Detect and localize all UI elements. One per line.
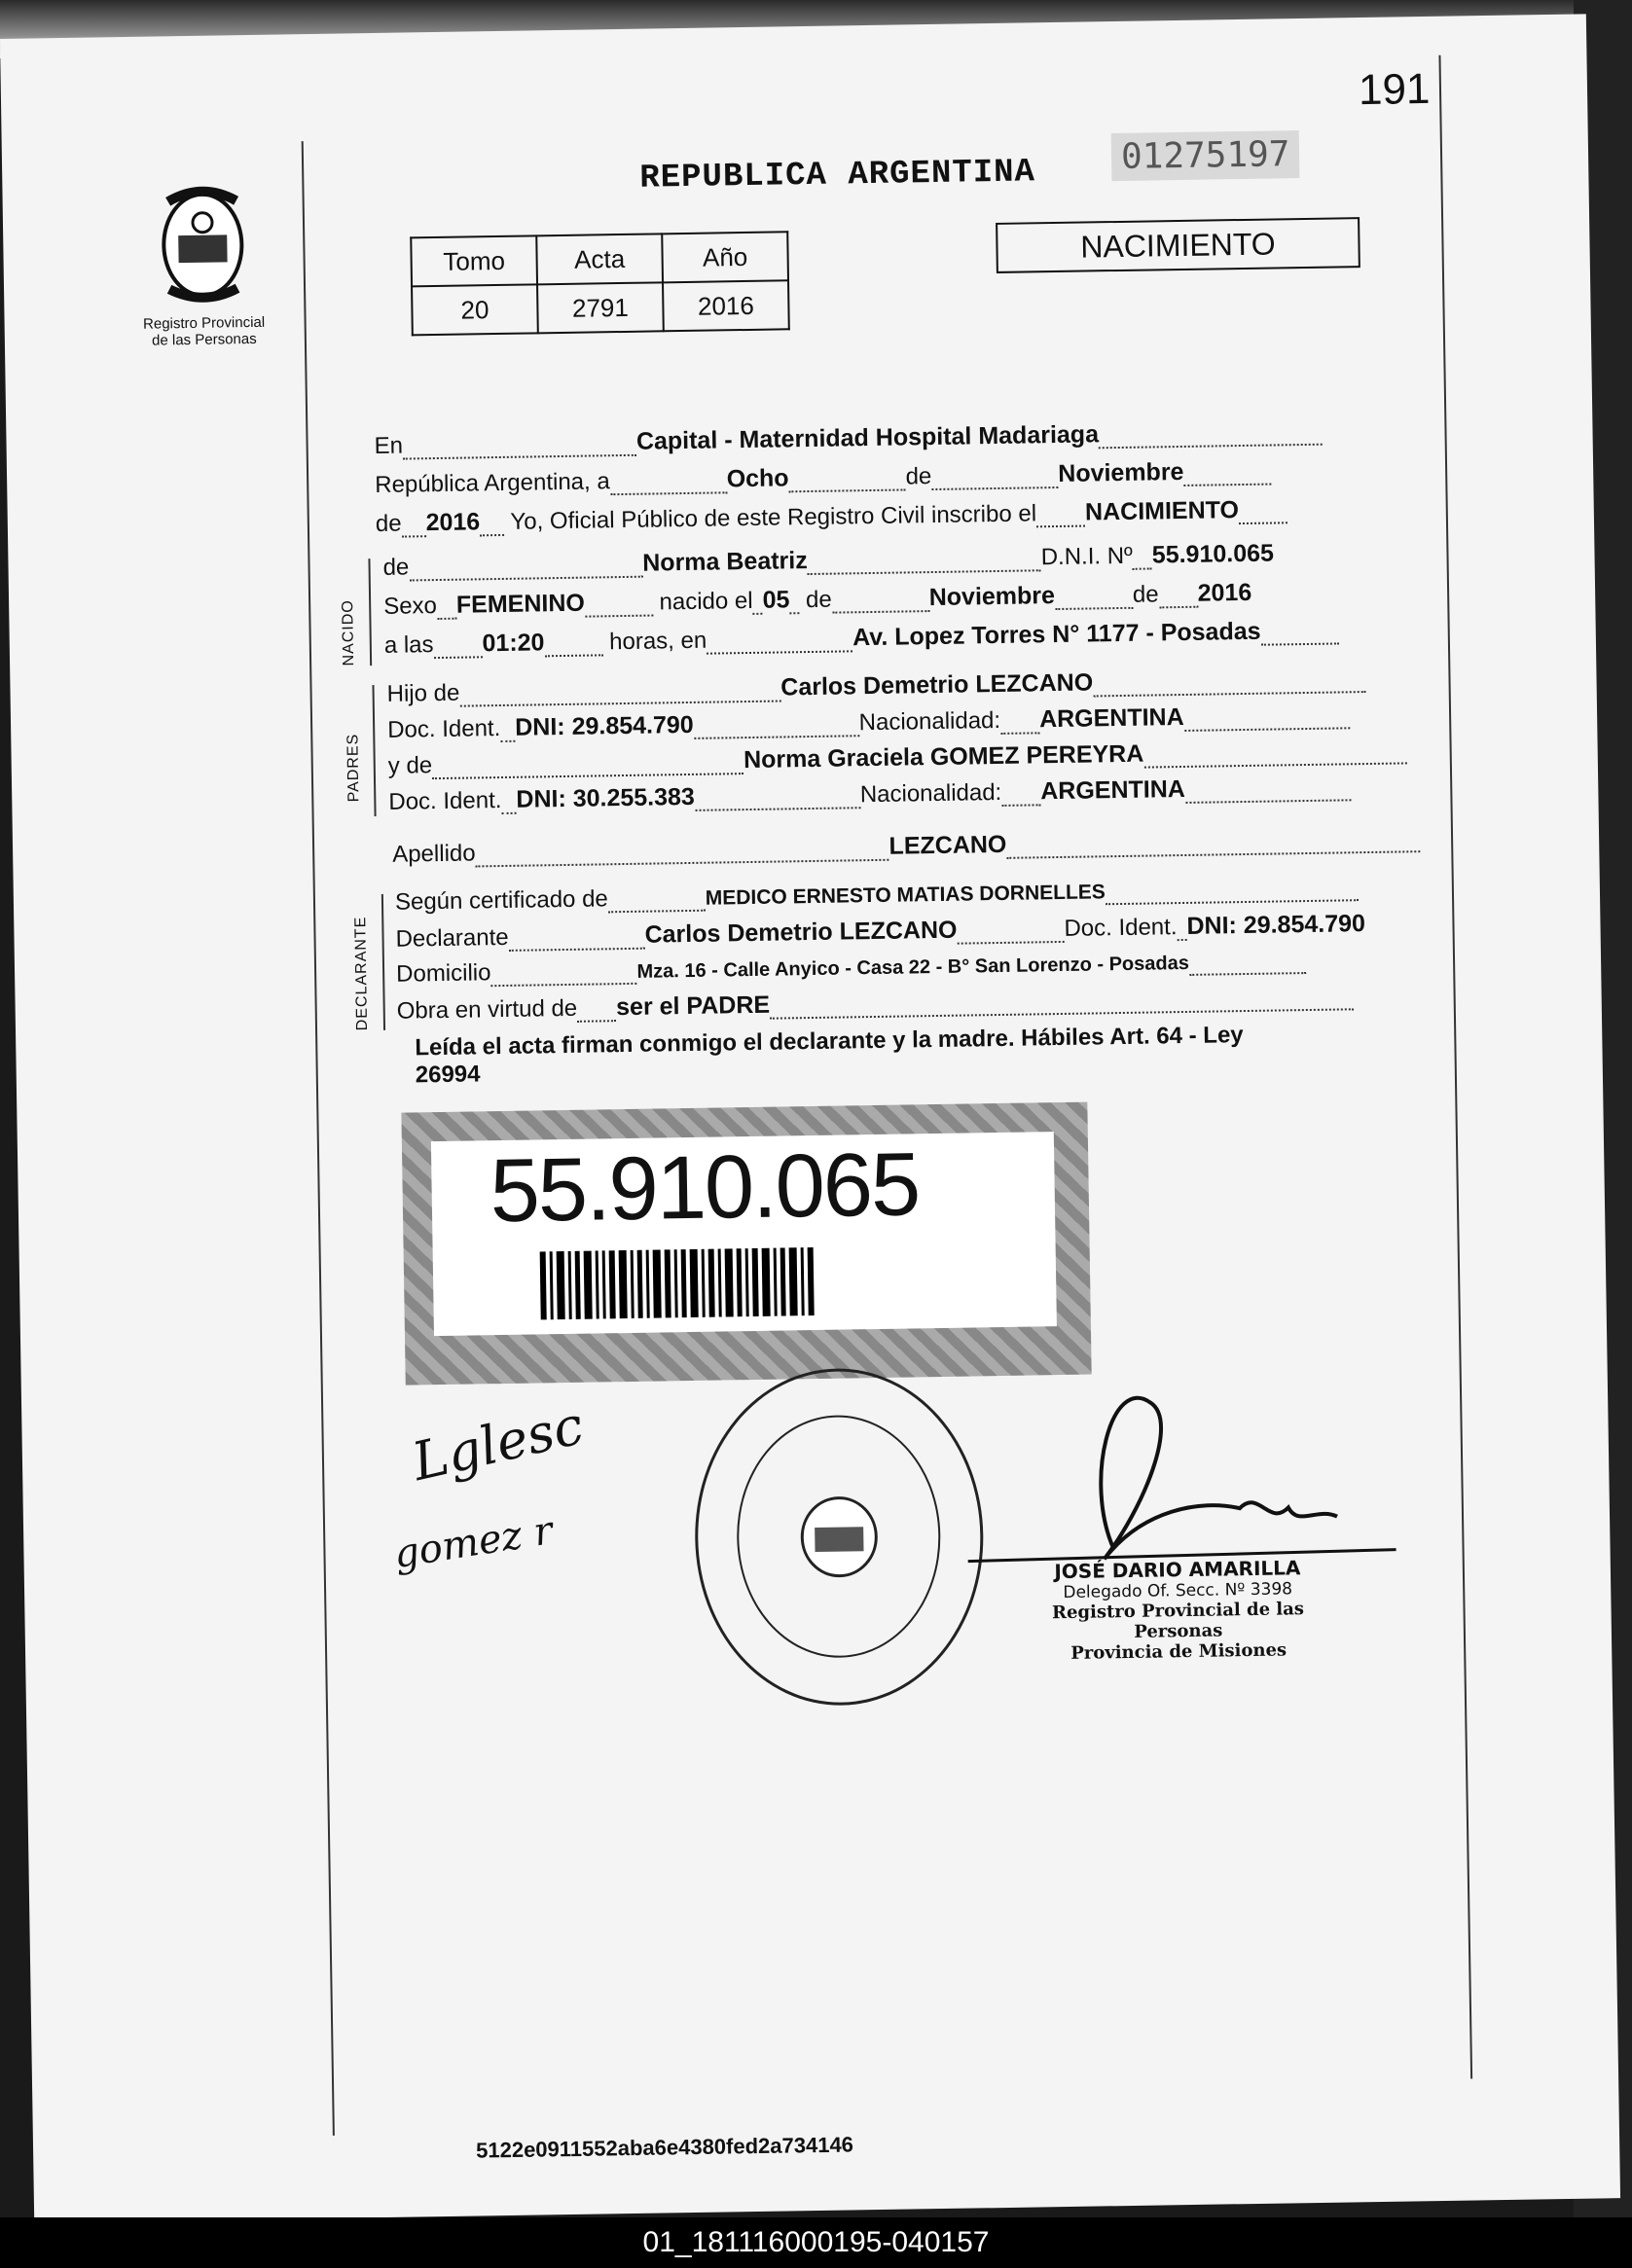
country-title: REPUBLICA ARGENTINA <box>639 154 1036 198</box>
signature-declarant: Lglesc <box>406 1394 590 1494</box>
line-father: Hijo de Carlos Demetrio LEZCANO <box>386 665 1365 708</box>
line-domicilio: Domicilio Mza. 16 - Calle Anyico - Casa 22 - B° San Lorenzo - Posadas <box>396 947 1306 989</box>
birth-time: 01:20 <box>482 629 545 658</box>
official-org: Registro Provincial de las Personas <box>1051 1599 1305 1642</box>
official-province: Provincia de Misiones <box>1070 1639 1287 1664</box>
record-table <box>410 231 790 336</box>
left-margin-line <box>302 141 335 2136</box>
official-stamp-text <box>1007 1555 1350 1664</box>
declarante-bracket <box>381 894 385 1030</box>
logo-caption-1: Registro Provincial <box>142 313 266 333</box>
page-number: 191 <box>1358 64 1431 115</box>
father-nationality: ARGENTINA <box>1038 702 1184 734</box>
surname: LEZCANO <box>889 830 1007 860</box>
side-label-nacido: NACIDO <box>340 599 358 666</box>
line-cert: Según certificado de MEDICO ERNESTO MATIAS DORNELLES <box>395 874 1359 917</box>
province-logo <box>119 180 287 349</box>
side-label-padres: PADRES <box>345 733 363 803</box>
sexo: FEMENINO <box>455 589 586 619</box>
line-apellido: Apellido LEZCANO <box>392 824 1421 869</box>
birth-month: Noviembre <box>928 582 1056 612</box>
record-type-box: NACIMIENTO <box>996 217 1360 273</box>
line-mother: y de Norma Graciela GOMEZ PEREYRA <box>388 736 1407 779</box>
mother-doc: DNI: 30.255.383 <box>516 782 696 813</box>
nacido-bracket <box>368 558 372 666</box>
right-margin-line <box>1438 55 1472 2079</box>
barcode <box>540 1247 818 1319</box>
header-ano: Año <box>662 232 788 282</box>
stamp-coat-of-arms-icon <box>790 1493 889 1582</box>
official-role: Delegado Of. Secc. Nº 3398 <box>1063 1579 1293 1603</box>
year: 2016 <box>425 508 481 537</box>
line-declarante: Declarante Carlos Demetrio LEZCANO Doc. Ident. DNI: 29.854.790 <box>395 910 1366 953</box>
dni-sticker-label <box>431 1132 1057 1336</box>
declarant-address: Mza. 16 - Calle Anyico - Casa 22 - B° San Lorenzo - Posadas <box>636 952 1190 983</box>
closing-line-1: Leída el acta firman conmigo el declarante y la madre. Hábiles Art. 64 - Ley <box>415 1022 1244 1062</box>
line-father-doc: Doc. Ident. DNI: 29.854.790 Nacionalidad: ARGENTINA <box>387 701 1350 744</box>
value-ano: 2016 <box>663 280 789 331</box>
line-mother-doc: Doc. Ident. DNI: 30.255.383 Nacionalidad: ARGENTINA <box>388 773 1351 816</box>
line-en: En Capital - Maternidad Hospital Madariaga <box>374 417 1323 460</box>
cert-doctor: MEDICO ERNESTO MATIAS DORNELLES <box>705 881 1106 910</box>
child-name: Norma Beatriz <box>642 547 808 577</box>
birth-year: 2016 <box>1197 578 1252 607</box>
official-name: JOSÉ DARIO AMARILLA <box>1054 1556 1301 1584</box>
father-doc: DNI: 29.854.790 <box>515 710 694 741</box>
line-republica: República Argentina, a Ocho de Noviembre <box>375 457 1272 499</box>
declarant-reason: ser el PADRE <box>615 990 771 1022</box>
dni-sticker <box>401 1102 1091 1386</box>
line-obra: Obra en virtud de ser el PADRE <box>397 982 1355 1025</box>
coat-of-arms-icon <box>148 181 257 309</box>
birth-address: Av. Lopez Torres N° 1177 - Posadas <box>852 617 1261 652</box>
padres-bracket <box>372 685 376 816</box>
official-round-stamp <box>693 1366 986 1708</box>
birth-day: 05 <box>762 586 790 614</box>
line-time: a las 01:20 horas, en Av. Lopez Torres N° 1177 - Posadas <box>384 616 1339 659</box>
line-sexo: Sexo FEMENINO nacido el 05 de Noviembre de 2016 <box>382 578 1252 620</box>
header-tomo: Tomo <box>411 235 537 286</box>
line-nacido-name: de Norma Beatriz D.N.I. Nº 55.910.065 <box>382 539 1275 581</box>
closing-text <box>415 1019 1437 1089</box>
father-name: Carlos Demetrio LEZCANO <box>780 668 1094 702</box>
mother-name: Norma Graciela GOMEZ PEREYRA <box>743 739 1144 774</box>
place: Capital - Maternidad Hospital Madariaga <box>635 420 1100 455</box>
header-acta: Acta <box>536 234 663 284</box>
value-tomo: 20 <box>412 284 538 335</box>
mother-nationality: ARGENTINA <box>1040 774 1186 806</box>
logo-caption-2: de las Personas <box>151 330 257 349</box>
month: Noviembre <box>1058 457 1184 487</box>
child-dni: 55.910.065 <box>1151 539 1275 569</box>
declarant-doc: DNI: 29.854.790 <box>1186 910 1366 940</box>
closing-line-2: 26994 <box>415 1061 481 1089</box>
declarant-name: Carlos Demetrio LEZCANO <box>644 916 958 949</box>
side-label-declarante: DECLARANTE <box>352 916 372 1031</box>
line-officer: de 2016 Yo, Oficial Público de este Registro Civil inscribo el NACIMIENTO <box>376 495 1287 538</box>
document-hash: 5122e0911552aba6e4380fed2a734146 <box>475 2132 854 2163</box>
day-word: Ocho <box>726 464 789 493</box>
dni-number: 55.910.065 <box>489 1134 920 1242</box>
value-acta: 2791 <box>537 282 664 333</box>
act-type: NACIMIENTO <box>1084 496 1240 526</box>
signature-mother: gomez r <box>390 1508 557 1577</box>
scan-filename-footer: 01_181116000195-040157 <box>0 2217 1632 2268</box>
certificate-sheet <box>0 14 1620 2222</box>
serial-number: 01275197 <box>1111 130 1300 181</box>
